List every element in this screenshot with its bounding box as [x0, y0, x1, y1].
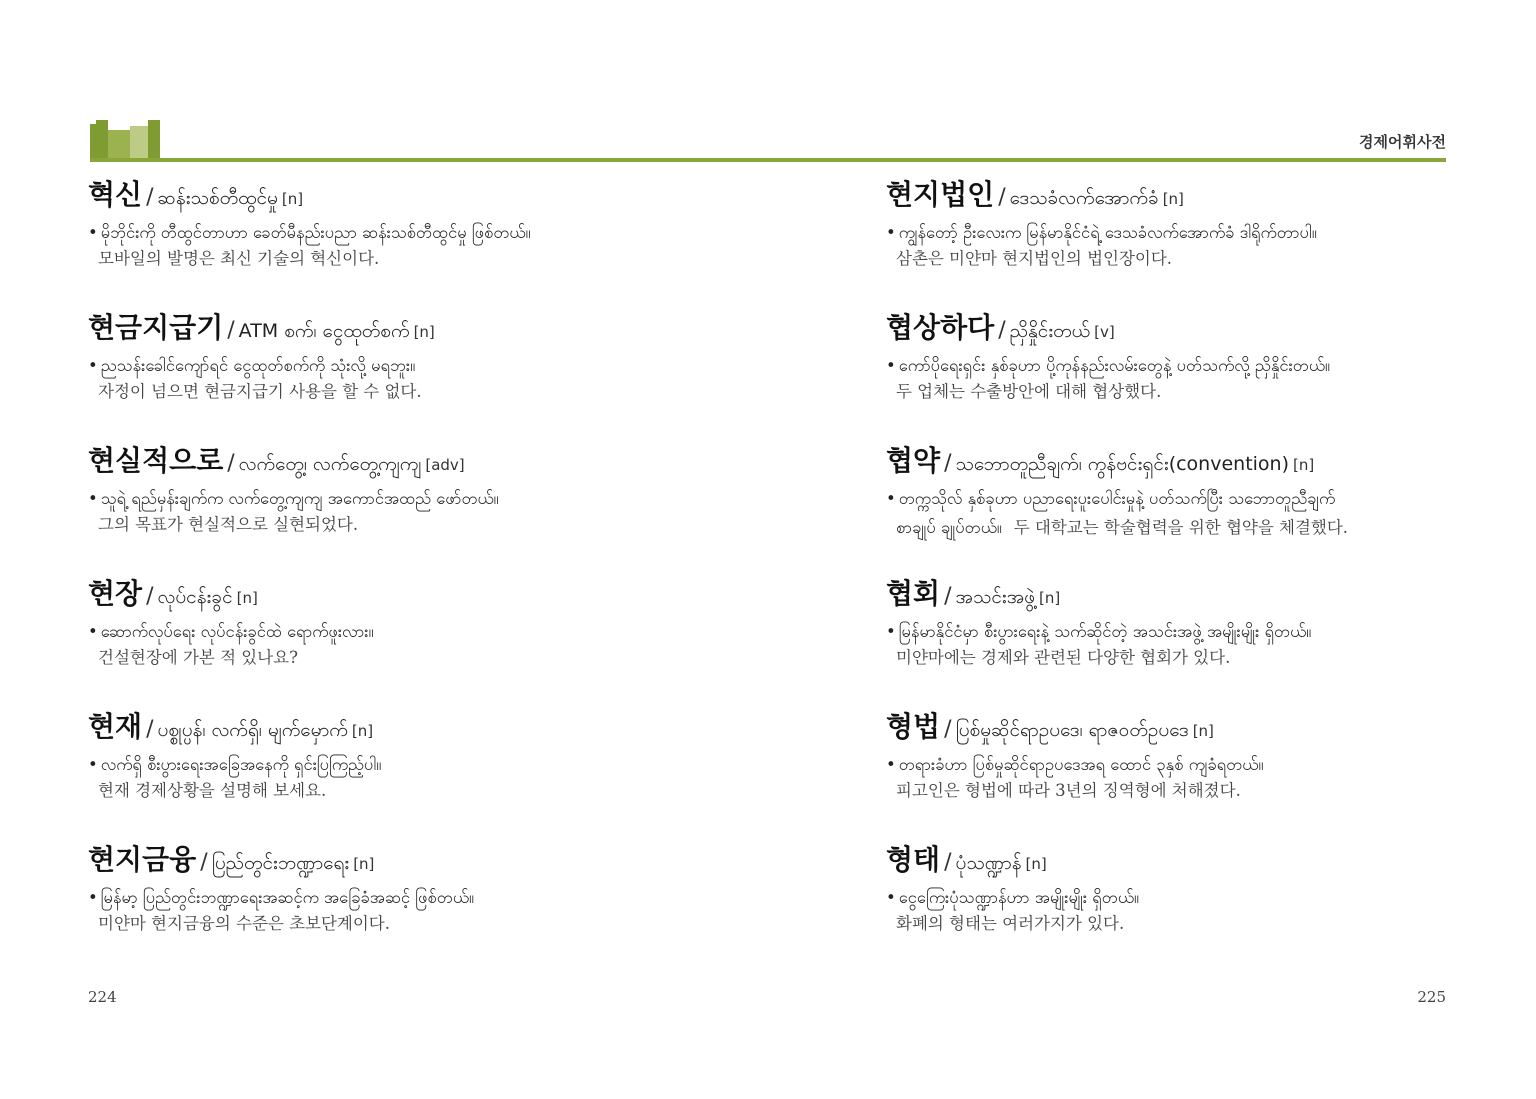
entry-word: 현금지급기 [88, 311, 224, 344]
example-korean: 자정이 넘으면 현금지급기 사용을 할 수 없다. [98, 382, 422, 401]
entry-meaning: ဆန်းသစ်တီထွင်မှု [157, 187, 278, 209]
bullet: • [886, 356, 896, 375]
example-korean: 미얀마에는 경제와 관련된 다양한 협회가 있다. [896, 648, 1231, 667]
dictionary-entry [886, 707, 1526, 840]
entry-headline [88, 175, 728, 215]
part-of-speech: [n] [1039, 589, 1061, 607]
example-korean: 피고인은 형법에 따라 3년의 징역형에 처해졌다. [896, 781, 1241, 800]
example-korean: 화폐의 형태는 여러가지가 있다. [896, 914, 1125, 933]
entry-word: 협약 [886, 444, 941, 477]
part-of-speech: [n] [353, 855, 375, 873]
entry-word: 현지법인 [886, 178, 995, 211]
entry-headline [88, 840, 728, 880]
entry-meaning: ပုံသဏ္ဍာန် [955, 852, 1022, 874]
bullet: • [88, 356, 98, 375]
separator: / [146, 185, 154, 210]
example-myanmar-text: တက္ကသိုလ် နှစ်ခုဟာ ပညာရေးပူးပေါင်းမှုနဲ့ ပတ်သက်ပြီး သဘောတူညီချက် [898, 489, 1336, 508]
entry-headline [88, 574, 728, 614]
example-korean: 미얀마 현지금융의 수준은 초보단계이다. [98, 914, 390, 933]
example-myanmar [88, 354, 728, 378]
entry-headline [88, 707, 728, 747]
entry-meaning: လက်တွေ့၊ လက်တွေ့ကျကျ [238, 453, 422, 475]
entry-word: 협회 [886, 577, 941, 610]
header-block [130, 126, 148, 160]
entry-headline [886, 840, 1526, 880]
example-myanmar-text: တရားခံဟာ ပြစ်မှုဆိုင်ရာဥပဒေအရ ထောင် ၃နှစ် ကျခံရတယ်။ [898, 755, 1264, 774]
example-korean: 두 업체는 수출방안에 대해 협상했다. [896, 382, 1162, 401]
entry-word: 협상하다 [886, 311, 995, 344]
example-myanmar-text: မြန်မာ့ ပြည်တွင်းဘဏ္ဍာရေးအဆင့်က အခြေခံအဆင့် ဖြစ်တယ်။ [100, 888, 474, 907]
bullet: • [886, 489, 896, 508]
dictionary-entry [88, 175, 728, 308]
example-korean: 건설현장에 가본 적 있나요? [98, 648, 298, 667]
entry-meaning: သဘောတူညီချက်၊ ကွန်ဗင်းရှင်း(convention) [955, 453, 1290, 475]
separator: / [998, 185, 1006, 210]
page-number-left: 224 [88, 988, 117, 1006]
bullet: • [88, 755, 98, 774]
part-of-speech: [n] [413, 323, 435, 341]
example-myanmar [886, 620, 1526, 644]
bullet: • [886, 622, 896, 641]
separator: / [944, 451, 952, 476]
header-block [96, 120, 108, 160]
header-block [108, 130, 130, 160]
separator: / [944, 717, 952, 742]
entry-meaning: လုပ်ငန်းခွင် [157, 586, 233, 608]
dictionary-entry [88, 574, 728, 707]
dictionary-entry [886, 840, 1526, 973]
example-myanmar-continued [886, 511, 1526, 545]
example-myanmar [88, 487, 728, 511]
example-myanmar-continued-text: စာချုပ် ချုပ်တယ်။ [896, 518, 1002, 537]
running-title: 경제어휘사전 [1359, 133, 1446, 151]
separator: / [944, 850, 952, 875]
part-of-speech: [n] [1162, 190, 1184, 208]
separator: / [998, 318, 1006, 343]
dictionary-entry [886, 308, 1526, 441]
entry-word: 현재 [88, 710, 143, 743]
page-number-right: 225 [1417, 988, 1446, 1006]
separator: / [146, 717, 154, 742]
example-myanmar-text: ညသန်းခေါင်ကျော်ရင် ငွေထုတ်စက်ကို သုံးလို့ မရဘူး။ [100, 356, 416, 375]
part-of-speech: [n] [1293, 456, 1315, 474]
bullet: • [886, 223, 896, 242]
entry-meaning: ညှိနှိုင်းတယ် [1009, 320, 1091, 342]
bullet: • [88, 489, 98, 508]
dictionary-entry [88, 707, 728, 840]
entry-headline [886, 441, 1526, 481]
header-rule [90, 158, 1446, 162]
example-korean: 현재 경제상황을 설명해 보세요. [98, 781, 327, 800]
entry-headline [88, 441, 728, 481]
example-korean: 그의 목표가 현실적으로 실현되었다. [98, 515, 359, 534]
entry-headline [88, 308, 728, 348]
dictionary-entry [88, 441, 728, 574]
entry-headline [886, 574, 1526, 614]
example-myanmar-text: ကော်ပိုရေးရှင်း နှစ်ခုဟာ ပို့ကုန်နည်းလမ်းတွေနဲ့ ပတ်သက်လို့ ညှိနှိုင်းတယ်။ [898, 356, 1330, 375]
example-myanmar-text: ကျွန်တော့် ဦးလေးက မြန်မာနိုင်ငံရဲ့ ဒေသခံလက်အောက်ခံ ဒါရိုက်တာပါ။ [898, 223, 1317, 242]
example-myanmar-text: ဆောက်လုပ်ရေး လုပ်ငန်းခွင်ထဲ ရောက်ဖူးလား။ [100, 622, 374, 641]
bullet: • [88, 622, 98, 641]
part-of-speech: [n] [351, 722, 374, 740]
entry-meaning: ATM စက်၊ ငွေထုတ်စက် [238, 320, 410, 342]
part-of-speech: [n] [281, 190, 304, 208]
entry-word: 현실적으로 [88, 444, 224, 477]
example-myanmar [886, 886, 1526, 910]
entry-word: 혁신 [88, 178, 143, 211]
entry-meaning: အသင်းအဖွဲ့ [955, 586, 1036, 608]
dictionary-entry [88, 840, 728, 973]
example-korean: 두 대학교는 학술협력을 위한 협약을 체결했다. [1013, 518, 1349, 537]
example-myanmar [886, 354, 1526, 378]
dictionary-entry [886, 441, 1526, 574]
dictionary-entry [886, 574, 1526, 707]
header-block [148, 120, 160, 160]
bullet: • [88, 223, 98, 242]
example-myanmar [886, 221, 1526, 245]
entry-word: 형법 [886, 710, 941, 743]
separator: / [944, 584, 952, 609]
example-myanmar-text: လက်ရှိ စီးပွားရေးအခြေအနေကို ရှင်းပြကြည့်ပါ။ [100, 755, 382, 774]
dictionary-entry [88, 308, 728, 441]
example-myanmar [886, 753, 1526, 777]
right-column [886, 175, 1526, 973]
entry-word: 형태 [886, 843, 941, 876]
entry-headline [886, 175, 1526, 215]
bullet: • [886, 755, 896, 774]
example-korean: 삼촌은 미얀마 현지법인의 법인장이다. [896, 249, 1173, 268]
bullet: • [88, 888, 98, 907]
entry-meaning: ဒေသခံလက်အောက်ခံ [1009, 187, 1159, 209]
left-column [88, 175, 728, 973]
separator: / [227, 318, 235, 343]
example-korean: 모바일의 발명은 최신 기술의 혁신이다. [98, 249, 380, 268]
header-decoration [90, 118, 160, 160]
example-myanmar [88, 753, 728, 777]
dictionary-entry [886, 175, 1526, 308]
entry-headline [886, 707, 1526, 747]
entry-word: 현지금융 [88, 843, 197, 876]
separator: / [146, 584, 154, 609]
example-myanmar-text: မြန်မာနိုင်ငံမှာ စီးပွားရေးနဲ့ သက်ဆိုင်တဲ့ အသင်းအဖွဲ့ အမျိုးမျိုး ရှိတယ်။ [898, 622, 1312, 641]
example-myanmar-text: ငွေကြေးပုံသဏ္ဍာန်ဟာ အမျိုးမျိုး ရှိတယ်။ [898, 888, 1139, 907]
entry-headline [886, 308, 1526, 348]
separator: / [227, 451, 235, 476]
example-myanmar-text: မိုဘိုင်းကို တီထွင်တာဟာ ခေတ်မီနည်းပညာ ဆန်းသစ်တီထွင်မှု ဖြစ်တယ်။ [100, 223, 531, 242]
part-of-speech: [n] [1025, 855, 1047, 873]
example-myanmar [88, 886, 728, 910]
part-of-speech: [n] [1192, 722, 1214, 740]
entry-meaning: ပြည်တွင်းဘဏ္ဍာရေး [211, 852, 350, 874]
part-of-speech: [v] [1094, 323, 1115, 341]
example-myanmar-text: သူရဲ့ ရည်မှန်းချက်က လက်တွေ့ကျကျ အကောင်အထည် ဖော်တယ်။ [100, 489, 499, 508]
part-of-speech: [adv] [425, 456, 465, 474]
example-myanmar [88, 221, 728, 245]
part-of-speech: [n] [236, 589, 258, 607]
example-myanmar [886, 487, 1526, 511]
bullet: • [886, 888, 896, 907]
entry-meaning: ပြစ်မှုဆိုင်ရာဥပဒေ၊ ရာဇဝတ်ဥပဒေ [955, 719, 1189, 741]
example-myanmar [88, 620, 728, 644]
entry-word: 현장 [88, 577, 143, 610]
separator: / [200, 850, 208, 875]
entry-meaning: ပစ္စုပ္ပန်၊ လက်ရှိ၊ မျက်မှောက် [157, 719, 348, 741]
